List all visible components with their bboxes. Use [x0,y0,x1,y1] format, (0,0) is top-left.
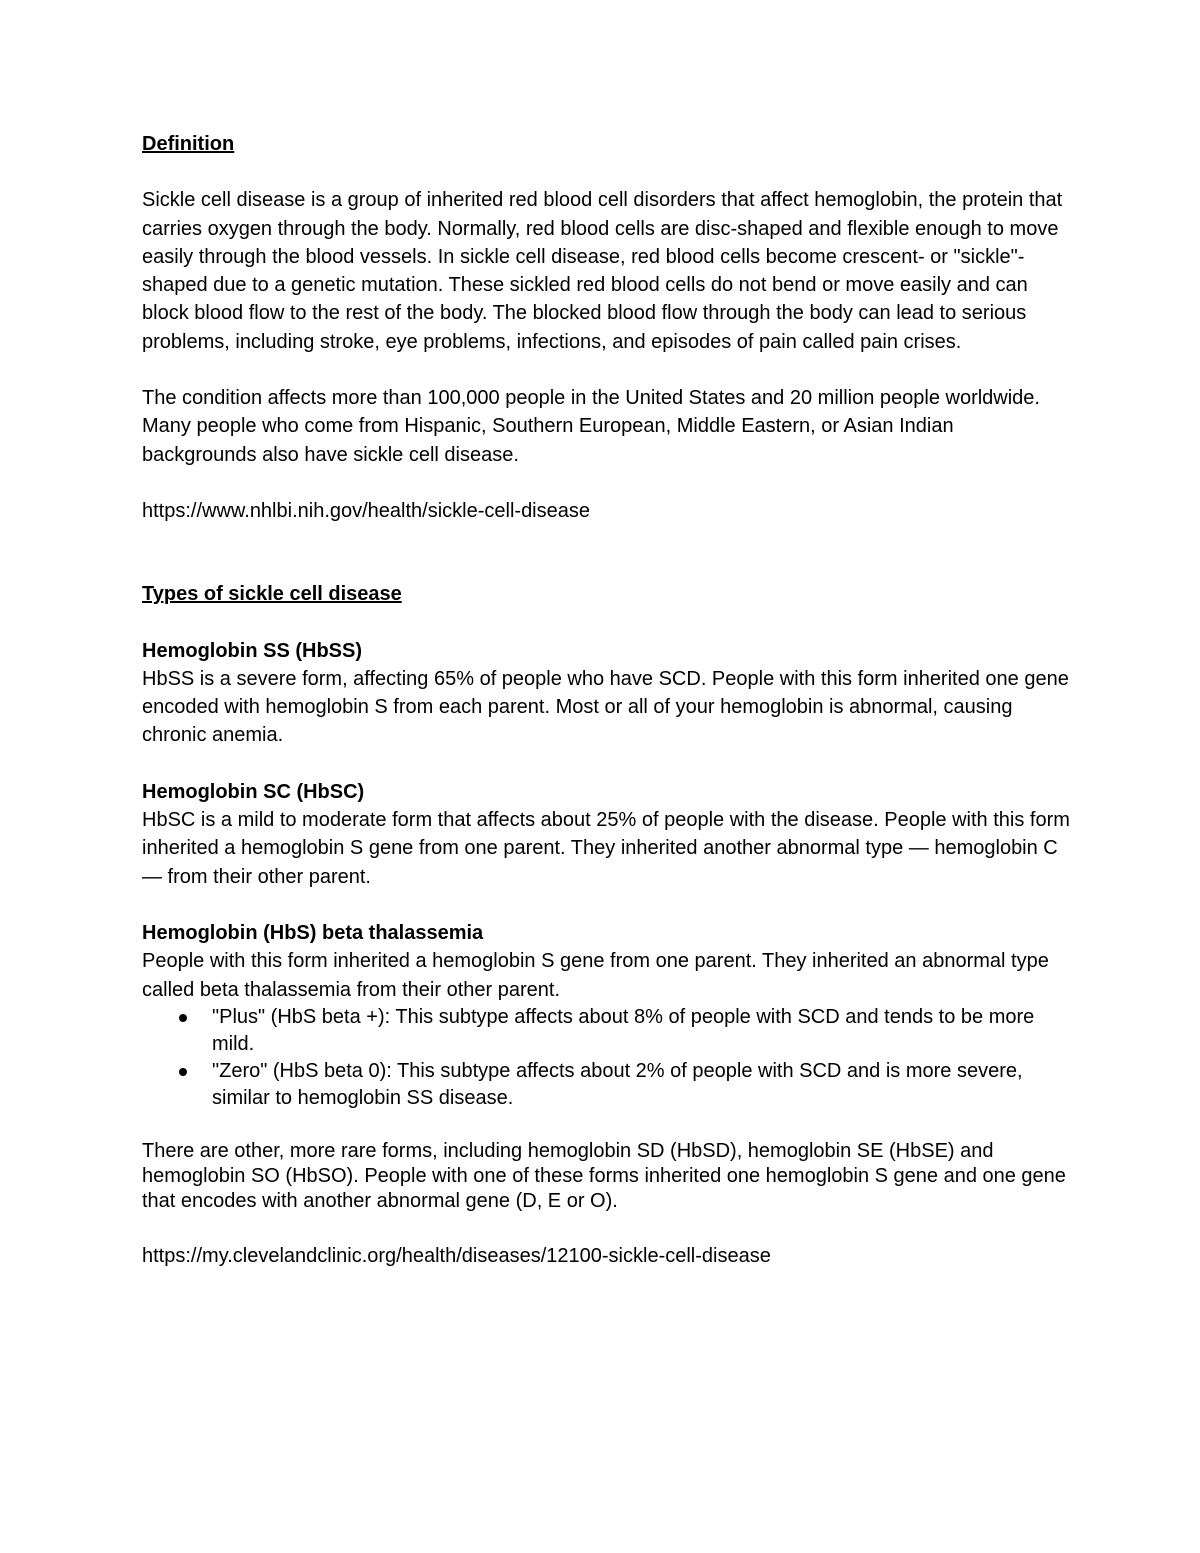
hbss-title: Hemoglobin SS (HbSS) [142,639,362,662]
section-spacer [142,1112,1072,1139]
types-heading: Types of sickle cell disease [142,583,402,606]
hbsc-text: HbSC is a mild to moderate form that affects about 25% of people with the disease. People with this form inherited a hemoglobin S gene from one parent. They inherited another abnormal type — hemoglobin C — from their other parent. [142,809,1070,888]
zero-subtype-text: "Zero" (HbS beta 0): This subtype affects about 2% of people with SCD and is more severe, similar to hemoglobin SS disease. [212,1059,1023,1109]
list-item [142,1058,1072,1112]
nhlbi-source-link[interactable]: https://www.nhlbi.nih.gov/health/sickle-cell-disease [142,499,590,522]
beta-thalassemia-text: People with this form inherited a hemoglobin S gene from one parent. They inherited an abnormal type called beta thalassemia from their other parent. [142,950,1049,1001]
cleveland-source-link[interactable]: https://my.clevelandclinic.org/health/diseases/12100-sickle-cell-disease [142,1244,771,1267]
other-forms-paragraph: There are other, more rare forms, including hemoglobin SD (HbSD), hemoglobin SE (HbSE) and hemoglobin SO (HbSO). People with one of these forms inherited one hemoglobin S gene and one gene that encodes with another abnormal gene (D, E or O). [142,1139,1066,1212]
beta-thalassemia-title: Hemoglobin (HbS) beta thalassemia [142,921,484,944]
prevalence-paragraph: The condition affects more than 100,000 people in the United States and 20 million people worldwide. Many people who come from Hispanic, Southern European, Middle Eastern, or Asian Indian backgrounds also have sickle cell disease. [142,387,1040,466]
hbss-text: HbSS is a severe form, affecting 65% of people who have SCD. People with this form inherited one gene encoded with hemoglobin S from each parent. Most or all of your hemoglobin is abnormal, causing chronic anemia. [142,667,1069,747]
plus-subtype-text: "Plus" (HbS beta +): This subtype affects about 8% of people with SCD and tends to be more mild. [212,1005,1035,1055]
list-item [142,1004,1072,1058]
hbsc-title: Hemoglobin SC (HbSC) [142,780,365,803]
bullet-icon [179,1068,187,1076]
definition-heading: Definition [142,133,235,155]
document-page [142,130,1072,1298]
section-spacer [142,553,1072,580]
beta-subtype-list [142,1004,1072,1112]
definition-paragraph: Sickle cell disease is a group of inherited red blood cell disorders that affect hemoglobin, the protein that carries oxygen through the body. Normally, red blood cells are disc-shaped and flexible enough to move easily through the blood vessels. In sickle cell disease, red blood cells become crescent- or "sickle"-shaped due to a genetic mutation. These sickled red blood cells do not bend or move easily and can block blood flow to the rest of the body. The blocked blood flow through the body can lead to serious problems, including stroke, eye problems, infections, and episodes of pain called pain crises. [142,189,1063,353]
bullet-icon [179,1014,187,1022]
